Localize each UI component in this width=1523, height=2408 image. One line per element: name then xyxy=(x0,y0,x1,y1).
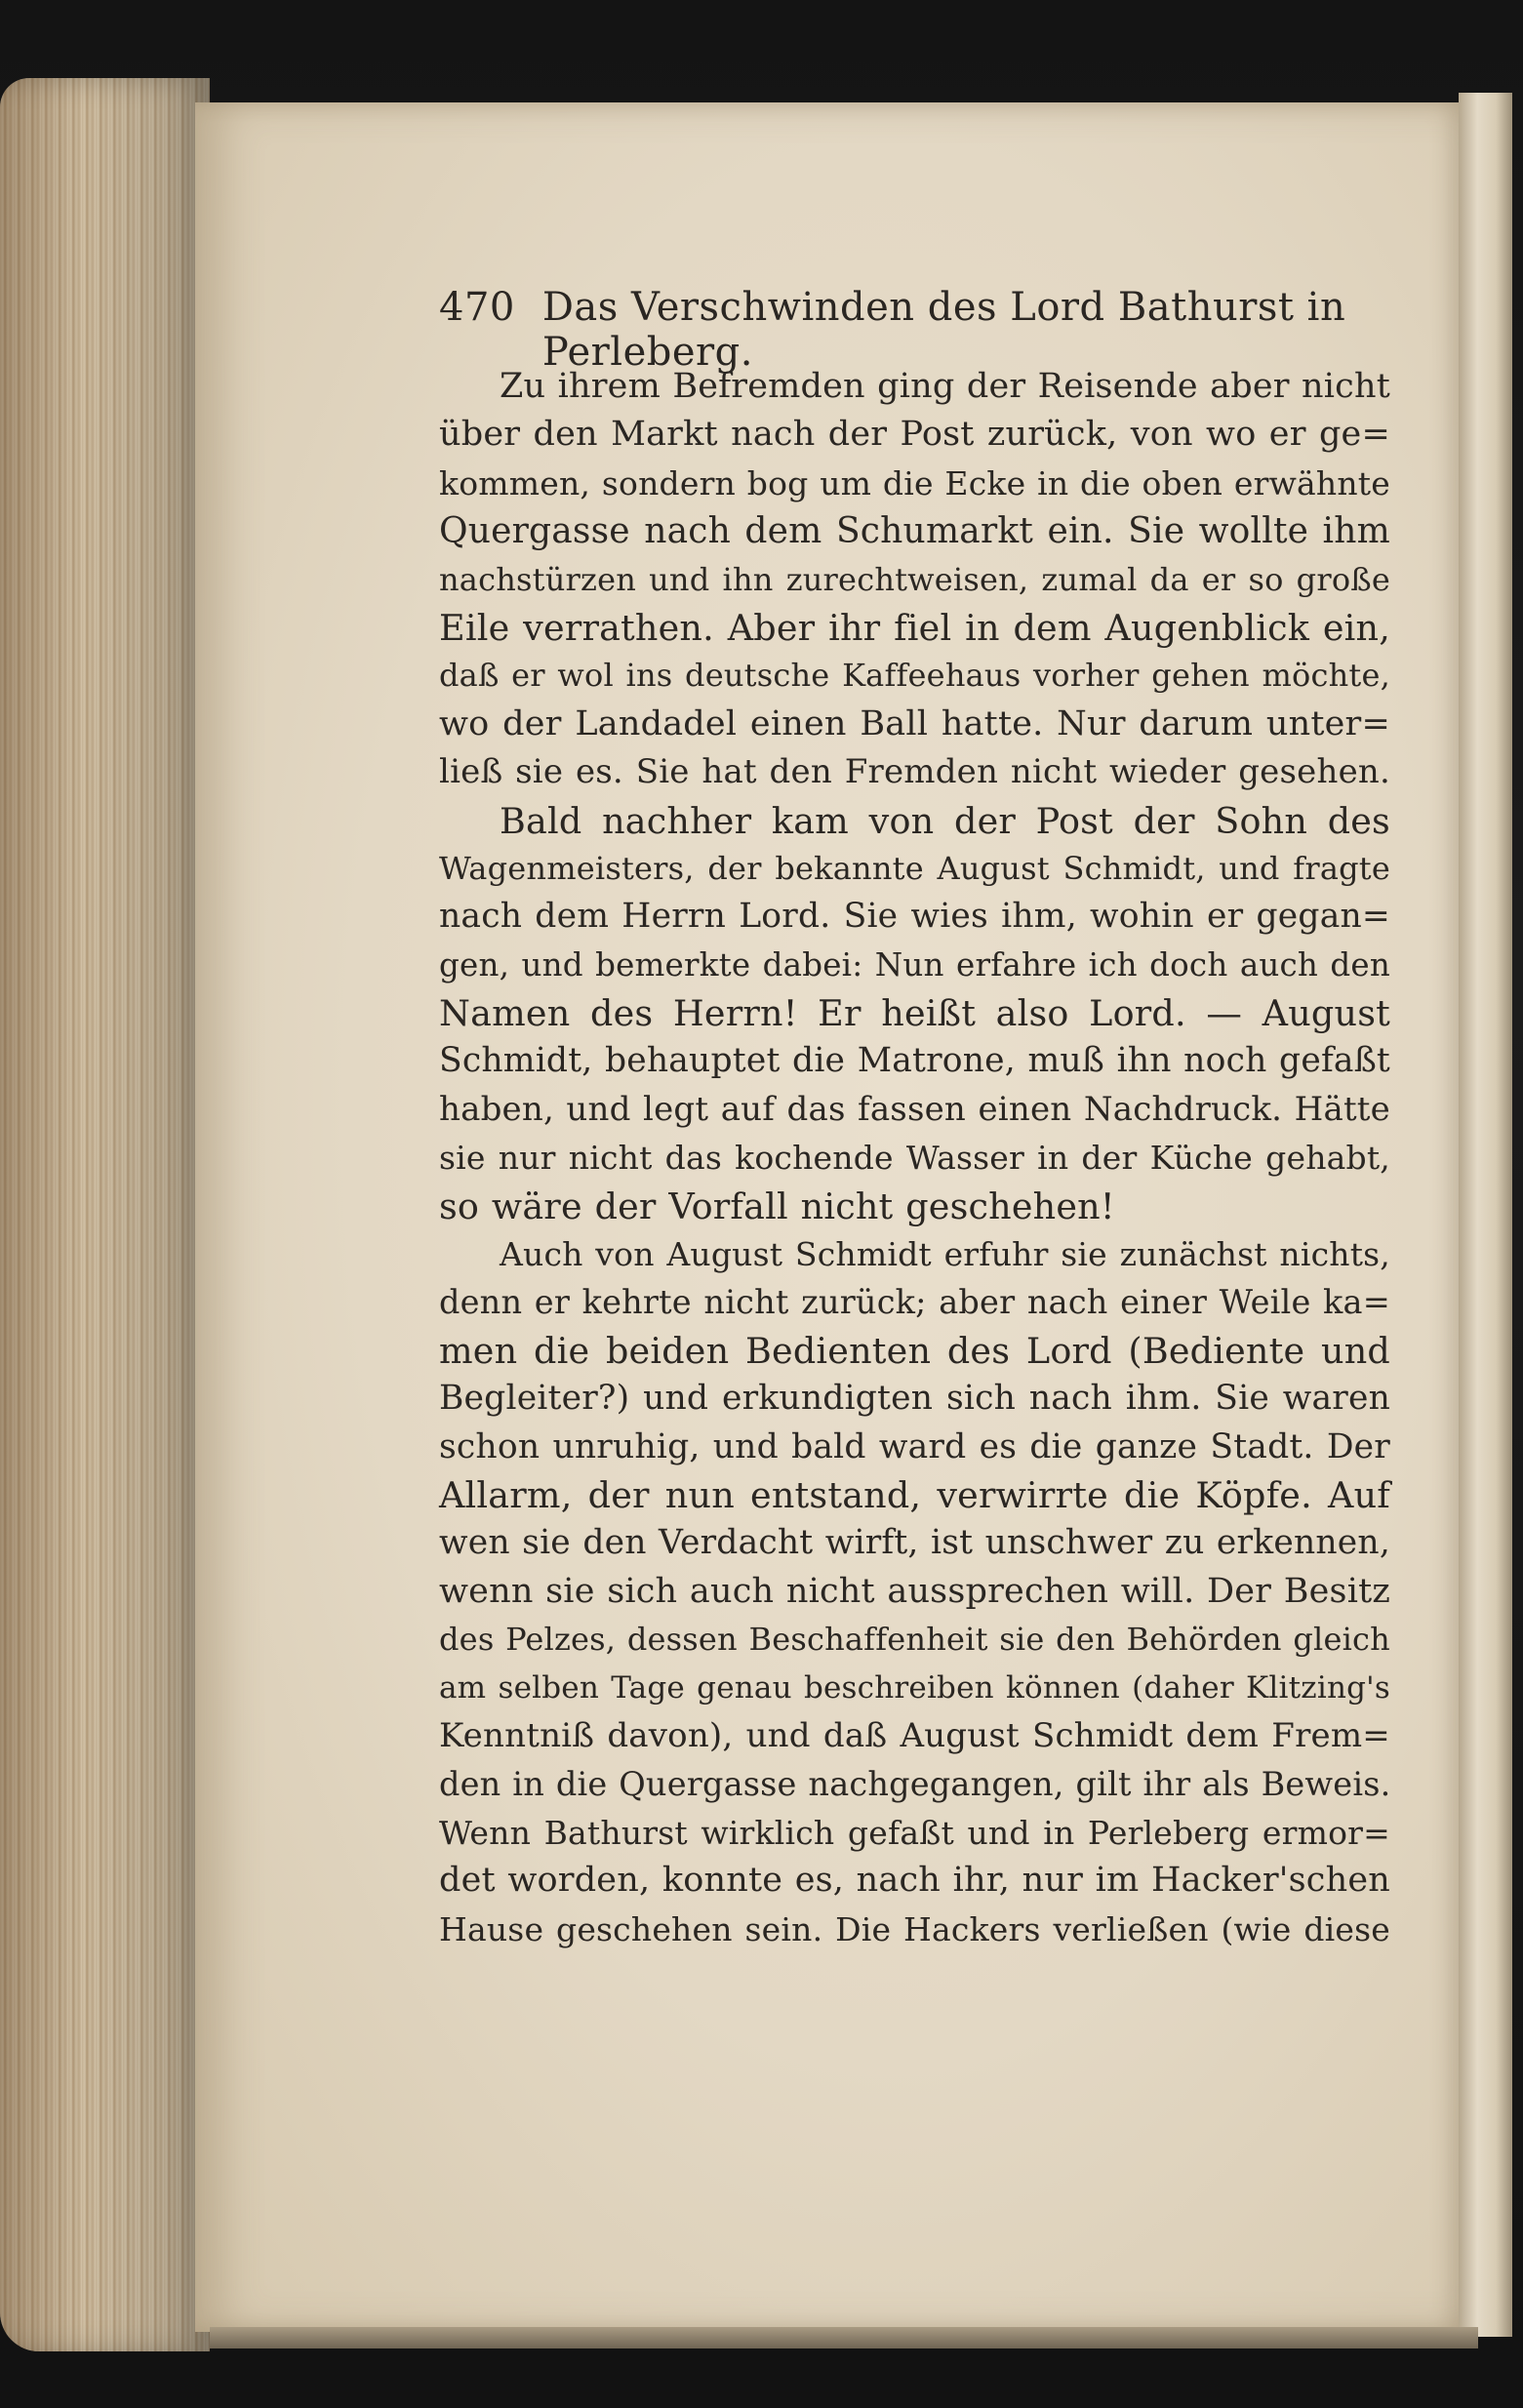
text-line: wo der Landadel einen Ball hatte. Nur darum unter= xyxy=(439,703,1390,743)
text-block xyxy=(439,363,1390,1953)
text-line: schon unruhig, und bald ward es die ganze Stadt. Der xyxy=(439,1426,1390,1466)
text-line: Begleiter?) und erkundigten sich nach ihm. Sie waren xyxy=(439,1379,1390,1419)
text-line: Wenn Bathurst wirklich gefaßt und in Perleberg ermor= xyxy=(439,1813,1390,1852)
text-line: Hause geschehen sein. Die Hackers verließen (wie diese xyxy=(439,1909,1390,1948)
running-title: Das Verschwinden des Lord Bathurst in Perleberg. xyxy=(541,285,1346,375)
running-head xyxy=(439,285,1390,375)
text-line: Namen des Herrn! Er heißt also Lord. — August xyxy=(439,992,1390,1035)
text-line: men die beiden Bedienten des Lord (Bediente und xyxy=(439,1329,1390,1372)
text-line: Schmidt, behauptet die Matrone, muß ihn noch gefaßt xyxy=(439,1041,1390,1081)
text-line: über den Markt nach der Post zurück, von wo er ge= xyxy=(439,415,1390,455)
text-line: den in die Quergasse nachgegangen, gilt ihr als Beweis. xyxy=(439,1765,1391,1804)
page-edge-right xyxy=(1459,93,1512,2337)
page-content xyxy=(439,285,1390,1953)
page-number: 470 xyxy=(439,285,515,330)
text-line: wen sie den Verdacht wirft, ist unschwer zu erkennen, xyxy=(439,1523,1390,1563)
text-line: ließ sie es. Sie hat den Fremden nicht wieder gesehen. xyxy=(439,752,1390,792)
text-line: so wäre der Vorfall nicht geschehen! xyxy=(439,1184,1115,1227)
text-line: haben, und legt auf das fassen einen Nachdruck. Hätte xyxy=(439,1089,1390,1129)
text-line: det worden, konnte es, nach ihr, nur im Hacker'schen xyxy=(439,1861,1390,1901)
page-edges-left xyxy=(0,78,210,2351)
text-line: Eile verrathen. Aber ihr fiel in dem Augenblick ein, xyxy=(439,606,1390,649)
text-line: nachstürzen und ihn zurechtweisen, zumal da er so große xyxy=(439,560,1390,598)
text-line: wenn sie sich auch nicht aussprechen will. Der Besitz xyxy=(439,1571,1390,1611)
text-line: Allarm, der nun entstand, verwirrte die Köpfe. Auf xyxy=(439,1473,1390,1516)
text-line: des Pelzes, dessen Beschaffenheit sie den Behörden gleich xyxy=(439,1621,1390,1659)
text-line: Zu ihrem Befremden ging der Reisende aber nicht xyxy=(500,367,1390,406)
page-edge-bottom xyxy=(210,2327,1478,2348)
text-line: Kenntniß davon), und daß August Schmidt dem Frem= xyxy=(439,1715,1390,1755)
text-line: Wagenmeisters, der bekannte August Schmidt, und fragte xyxy=(439,849,1390,887)
text-line: kommen, sondern bog um die Ecke in die oben erwähnte xyxy=(439,463,1390,502)
text-line: Bald nachher kam von der Post der Sohn des xyxy=(500,799,1390,842)
text-line: Auch von August Schmidt erfuhr sie zunächst nichts, xyxy=(500,1235,1390,1274)
text-line: sie nur nicht das kochende Wasser in der Küche gehabt, xyxy=(439,1139,1390,1178)
text-line: nach dem Herrn Lord. Sie wies ihm, wohin er gegan= xyxy=(439,897,1390,937)
text-line: gen, und bemerkte dabei: Nun erfahre ich doch auch den xyxy=(439,945,1390,983)
text-line: daß er wol ins deutsche Kaffeehaus vorher gehen möchte, xyxy=(439,657,1390,695)
text-line: am selben Tage genau beschreiben können (daher Klitzing's xyxy=(439,1669,1390,1706)
text-line: Quergasse nach dem Schumarkt ein. Sie wollte ihm xyxy=(439,511,1390,552)
text-line: denn er kehrte nicht zurück; aber nach einer Weile ka= xyxy=(439,1283,1390,1322)
